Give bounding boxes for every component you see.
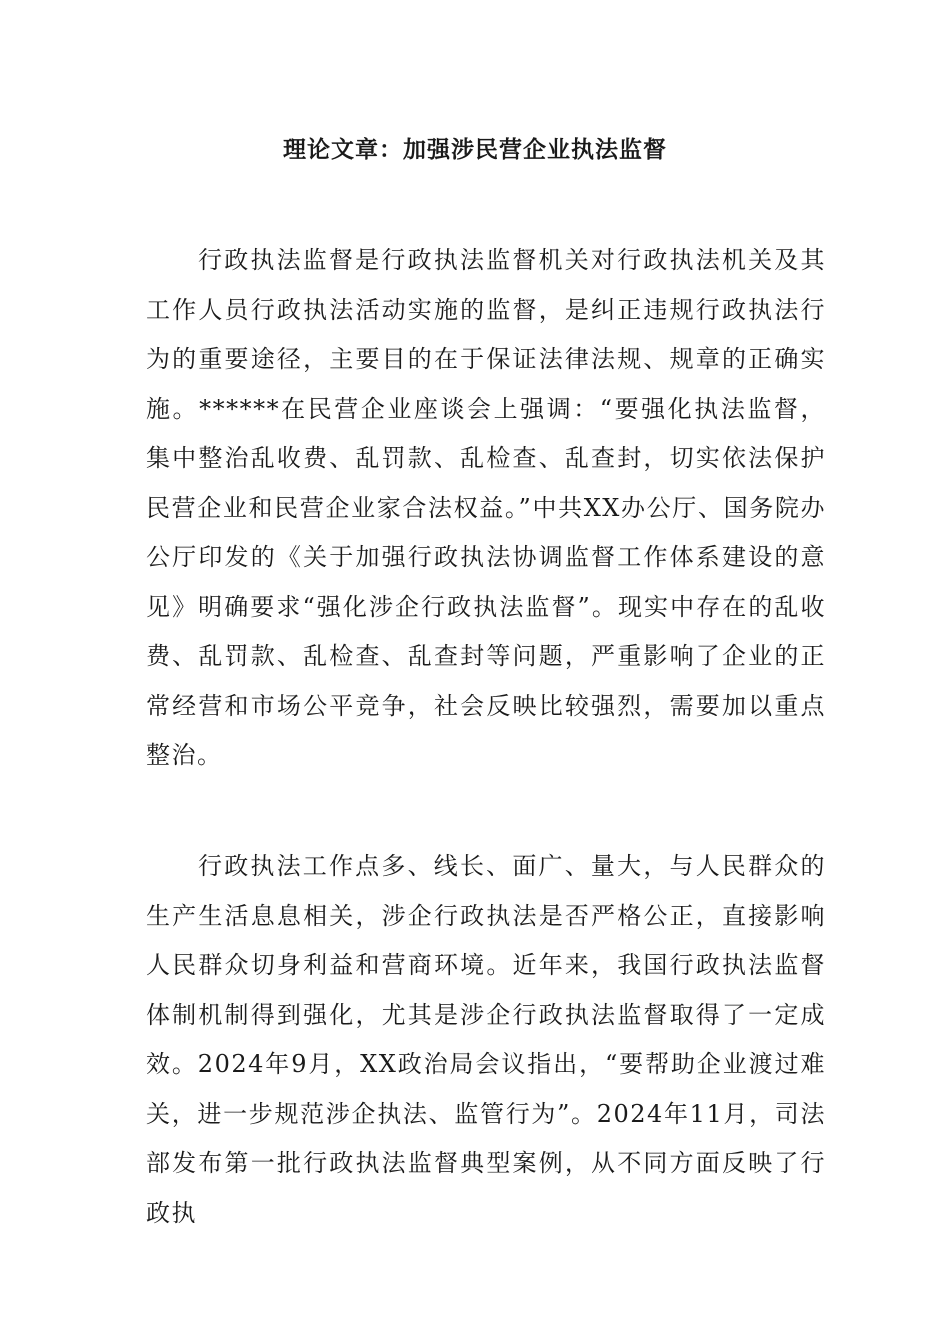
body-paragraph: 行政执法监督是行政执法监督机关对行政执法机关及其工作人员行政执法活动实施的监督，是纠正违规行政执法行为的重要途径，主要目的在于保证法律法规、规章的正确实施。******在民营企业座谈会上强调：“要强化执法监督，集中整治乱收费、乱罚款、乱检查、乱查封，切实依法保护民营企业和民营企业家合法权益。”中共XX办公厅、国务院办公厅印发的《关于加强行政执法协调监督工作体系建设的意见》明确要求“强化涉企行政执法监督”。现实中存在的乱收费、乱罚款、乱检查、乱查封等问题，严重影响了企业的正常经营和市场公平竞争，社会反映比较强烈，需要加以重点整治。	[146, 246, 826, 769]
body-paragraph: 行政执法工作点多、线长、面广、量大，与人民群众的生产生活息息相关，涉企行政执法是否严格公正，直接影响人民群众切身利益和营商环境。近年来，我国行政执法监督体制机制得到强化，尤其是涉企行政执法监督取得了一定成效。2024年9月，XX政治局会议指出，“要帮助企业渡过难关，进一步规范涉企执法、监管行为”。2024年11月，司法部发布第一批行政执法监督典型案例，从不同方面反映了行政执	[146, 852, 826, 1227]
document-title: 理论文章：加强涉民营企业执法监督	[283, 136, 667, 163]
